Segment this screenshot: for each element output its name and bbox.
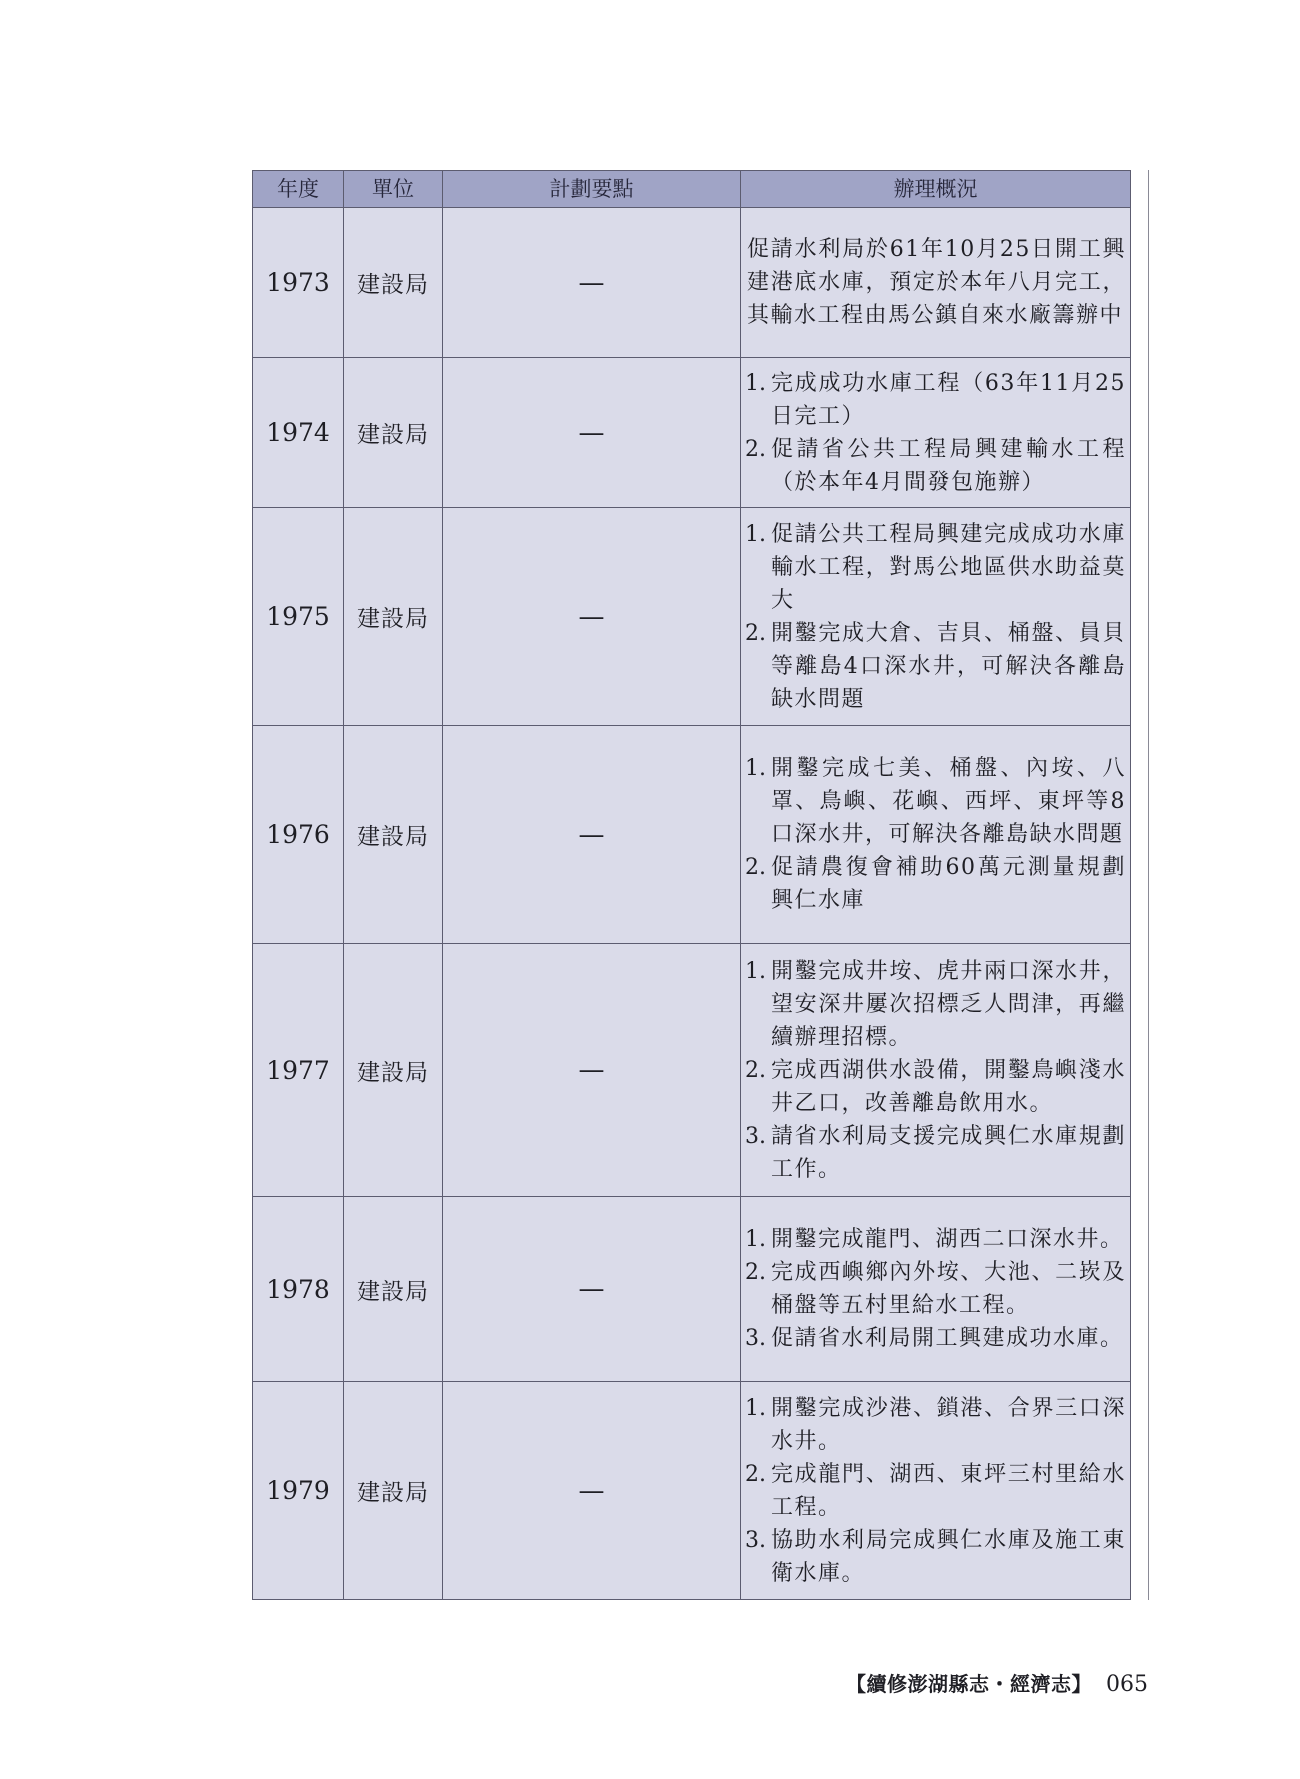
item-number: 3. bbox=[745, 1123, 766, 1149]
year-cell: 1976 bbox=[253, 726, 344, 944]
item-number: 1. bbox=[745, 756, 766, 781]
item-text: 開鑿完成大倉、吉貝、桶盤、員貝等離島4口深水井，可解決各離島缺水問題 bbox=[771, 620, 1126, 712]
header-status: 辦理概況 bbox=[741, 171, 1131, 208]
status-item bbox=[745, 1524, 1126, 1590]
year-cell: 1978 bbox=[253, 1197, 344, 1382]
status-cell bbox=[741, 944, 1131, 1197]
table-row bbox=[253, 1197, 1131, 1382]
item-text: 促請省水利局開工興建成功水庫。 bbox=[771, 1326, 1124, 1351]
book-title: 【續修澎湖縣志・經濟志】 bbox=[846, 1672, 1092, 1696]
data-table bbox=[252, 170, 1131, 1600]
status-item bbox=[745, 1322, 1126, 1355]
table-row bbox=[253, 508, 1131, 726]
status-item bbox=[745, 1223, 1126, 1256]
status-item bbox=[745, 1256, 1126, 1322]
item-number: 1. bbox=[745, 521, 766, 547]
header-unit: 單位 bbox=[344, 171, 443, 208]
status-item bbox=[745, 367, 1126, 433]
plan-cell: — bbox=[443, 1197, 741, 1382]
status-item bbox=[745, 617, 1126, 716]
unit-cell: 建設局 bbox=[344, 1382, 443, 1600]
plan-cell: — bbox=[443, 944, 741, 1197]
status-item bbox=[745, 1392, 1126, 1458]
item-text: 完成龍門、湖西、東坪三村里給水工程。 bbox=[771, 1461, 1126, 1520]
status-item bbox=[745, 518, 1126, 617]
status-cell bbox=[741, 358, 1131, 508]
plan-cell: — bbox=[443, 726, 741, 944]
status-cell bbox=[741, 1382, 1131, 1600]
year-cell: 1975 bbox=[253, 508, 344, 726]
table-row bbox=[253, 944, 1131, 1197]
status-cell bbox=[741, 508, 1131, 726]
unit-cell: 建設局 bbox=[344, 1197, 443, 1382]
item-text: 促請農復會補助60萬元測量規劃興仁水庫 bbox=[771, 855, 1126, 913]
item-number: 3. bbox=[745, 1326, 766, 1351]
year-cell: 1973 bbox=[253, 208, 344, 358]
table-row bbox=[253, 726, 1131, 944]
status-item bbox=[745, 851, 1126, 917]
plan-cell: — bbox=[443, 208, 741, 358]
item-text: 開鑿完成七美、桶盤、內垵、八罩、鳥嶼、花嶼、西坪、東坪等8口深水井，可解決各離島缺水問題 bbox=[771, 756, 1126, 847]
item-text: 促請省公共工程局興建輸水工程（於本年4月間發包施辦） bbox=[771, 436, 1126, 495]
year-cell: 1977 bbox=[253, 944, 344, 1197]
item-number: 2. bbox=[745, 1057, 766, 1083]
item-text: 開鑿完成井垵、虎井兩口深水井，望安深井屢次招標乏人問津，再繼續辦理招標。 bbox=[771, 958, 1126, 1050]
unit-cell: 建設局 bbox=[344, 944, 443, 1197]
item-number: 2. bbox=[745, 855, 766, 880]
table-row bbox=[253, 1382, 1131, 1600]
status-cell bbox=[741, 726, 1131, 944]
status-item bbox=[745, 433, 1126, 499]
status-item bbox=[745, 752, 1126, 851]
item-text: 完成西嶼鄉內外垵、大池、二崁及桶盤等五村里給水工程。 bbox=[771, 1260, 1126, 1318]
unit-cell: 建設局 bbox=[344, 208, 443, 358]
item-number: 2. bbox=[745, 436, 766, 462]
status-item bbox=[745, 1458, 1126, 1524]
status-cell bbox=[741, 208, 1131, 358]
page-footer bbox=[846, 1668, 1148, 1697]
status-item bbox=[745, 1120, 1126, 1186]
item-number: 2. bbox=[745, 1461, 766, 1487]
year-cell: 1979 bbox=[253, 1382, 344, 1600]
table-row bbox=[253, 208, 1131, 358]
plan-cell: — bbox=[443, 508, 741, 726]
item-number: 1. bbox=[745, 370, 766, 396]
status-text: 促請水利局於61年10月25日開工興建港底水庫，預定於本年八月完工，其輸水工程由馬公鎮自來水廠籌辦中 bbox=[747, 237, 1126, 328]
page-rule bbox=[1148, 170, 1149, 1600]
header-row bbox=[253, 171, 1131, 208]
unit-cell: 建設局 bbox=[344, 358, 443, 508]
item-number: 1. bbox=[745, 1227, 766, 1252]
plan-cell: — bbox=[443, 1382, 741, 1600]
header-plan: 計劃要點 bbox=[443, 171, 741, 208]
unit-cell: 建設局 bbox=[344, 508, 443, 726]
page-number: 065 bbox=[1106, 1672, 1148, 1697]
item-text: 完成西湖供水設備，開鑿鳥嶼淺水井乙口，改善離島飲用水。 bbox=[771, 1057, 1126, 1116]
plan-cell: — bbox=[443, 358, 741, 508]
item-number: 2. bbox=[745, 620, 766, 646]
item-number: 1. bbox=[745, 1395, 766, 1421]
table-row bbox=[253, 358, 1131, 508]
item-number: 1. bbox=[745, 958, 766, 984]
item-number: 3. bbox=[745, 1527, 766, 1553]
item-text: 開鑿完成沙港、鎖港、合界三口深水井。 bbox=[771, 1395, 1126, 1454]
item-text: 完成成功水庫工程（63年11月25日完工） bbox=[771, 370, 1126, 429]
item-text: 開鑿完成龍門、湖西二口深水井。 bbox=[771, 1227, 1124, 1252]
status-cell bbox=[741, 1197, 1131, 1382]
status-item bbox=[745, 1054, 1126, 1120]
item-text: 促請公共工程局興建完成成功水庫輸水工程，對馬公地區供水助益莫大 bbox=[771, 521, 1126, 613]
item-number: 2. bbox=[745, 1260, 766, 1285]
item-text: 協助水利局完成興仁水庫及施工東衛水庫。 bbox=[771, 1527, 1126, 1586]
header-year: 年度 bbox=[253, 171, 344, 208]
item-text: 請省水利局支援完成興仁水庫規劃工作。 bbox=[771, 1123, 1126, 1182]
status-item bbox=[745, 955, 1126, 1054]
year-cell: 1974 bbox=[253, 358, 344, 508]
unit-cell: 建設局 bbox=[344, 726, 443, 944]
